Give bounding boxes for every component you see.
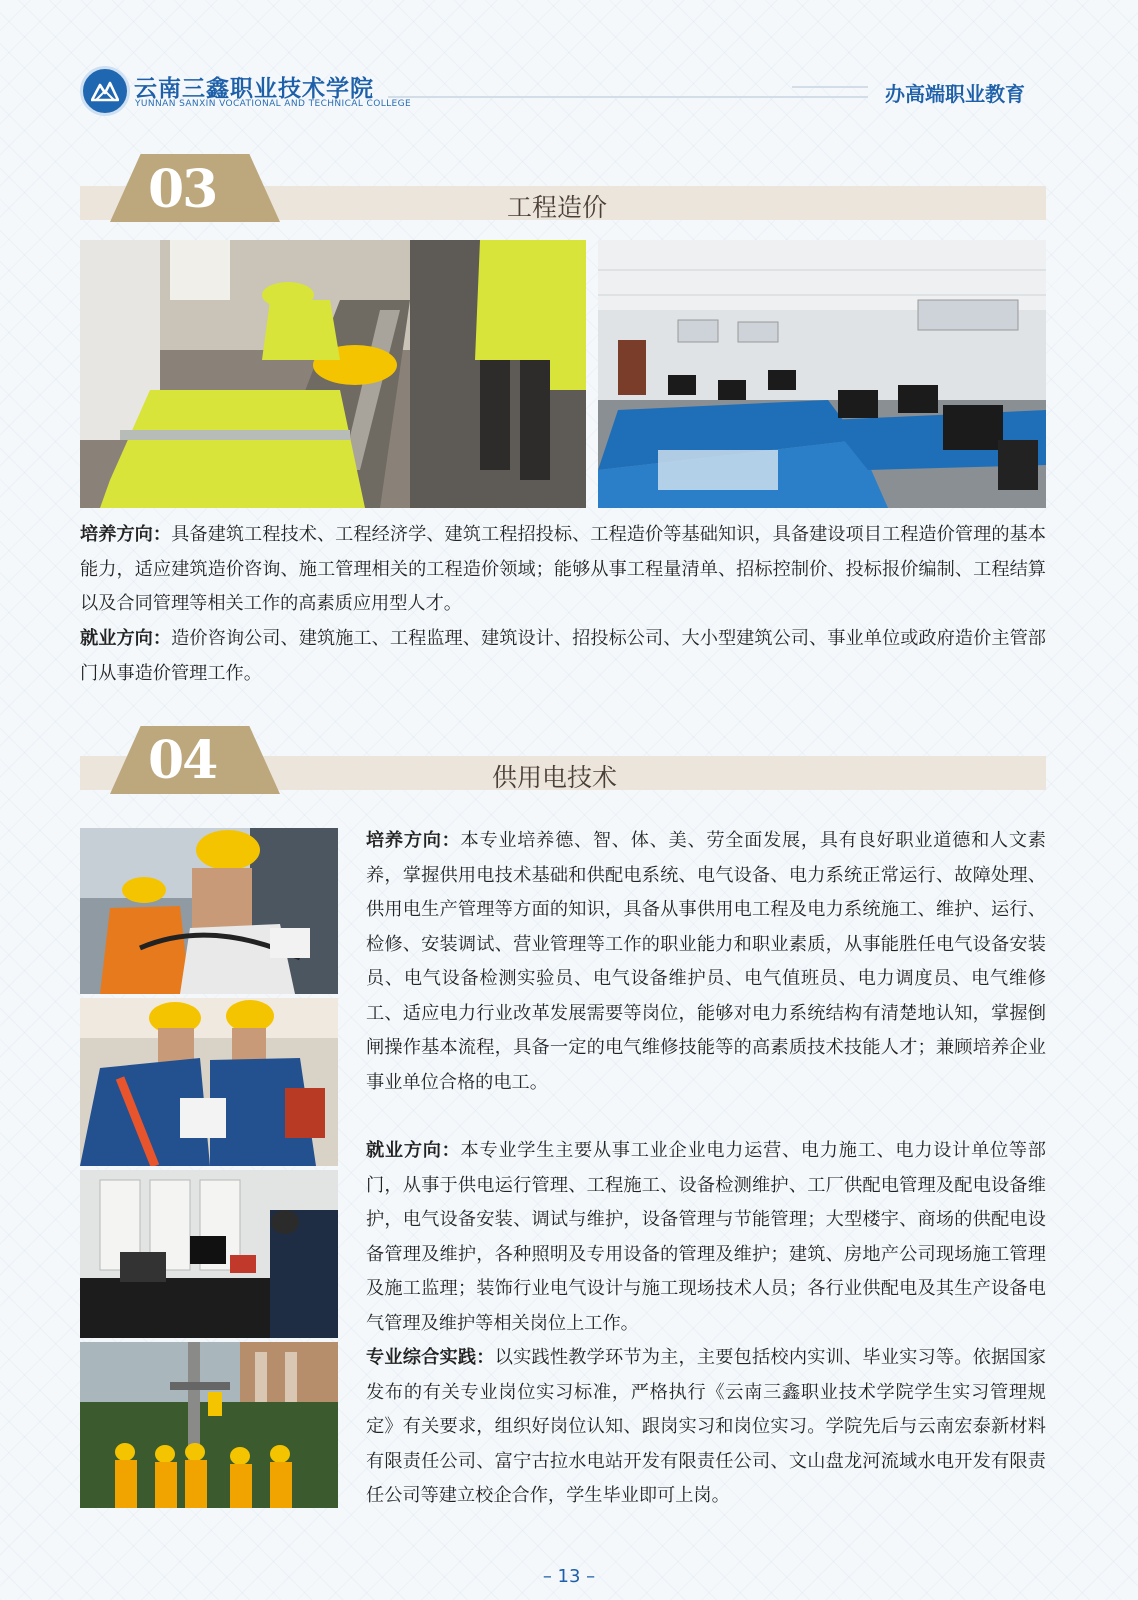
section-title: 工程造价: [507, 193, 608, 222]
paragraph-label: 就业方向：: [80, 628, 172, 649]
header-divider: [388, 96, 868, 98]
section-title: 供用电技术: [492, 763, 618, 792]
paragraph-text: 本专业学生主要从事工业企业电力运营、电力施工、电力设计单位等部门，从事于供电运行管理、工程施工、设备检测维护、工厂供配电管理及配电设备维护，电气设备安装、调试与维护，设备管理与节能管理；大型楼宇、商场的供配电设备管理及维护，各种照明及专用设备的管理及维护；建筑、房地产公司现场施工管理及施工监理；装饰行业电气设计与施工现场技术人员；各行业供配电及其生产设备电气管理及维护等相关岗位上工作。: [366, 1140, 1046, 1334]
photo-workers-inspection: [80, 998, 338, 1166]
college-logo: [80, 66, 130, 116]
paragraph-text: 以实践性教学环节为主，主要包括校内实训、毕业实习等。依据国家发布的有关专业岗位实习标准，严格执行《云南三鑫职业技术学院学生实习管理规定》有关要求，组织好岗位认知、跟岗实习和岗位实习。学院先后与云南宏泰新材料有限责任公司、富宁古拉水电站开发有限责任公司、文山盘龙河流域水电开发有限责任公司等建立校企合作，学生毕业即可上岗。: [366, 1347, 1046, 1506]
section-number: 03: [148, 159, 217, 220]
header-slogan: 办高端职业教育: [885, 82, 1025, 106]
training-direction-paragraph: [80, 518, 1046, 622]
paragraph-label: 专业综合实践：: [366, 1347, 495, 1368]
employment-direction-paragraph: [80, 622, 1046, 691]
paragraph-text: 本专业培养德、智、体、美、劳全面发展，具有良好职业道德和人文素养，掌握供用电技术基础和供配电系统、电气设备、电力系统正常运行、故障处理、供用电生产管理等方面的知识，具备从事供用电工程及电力系统施工、维护、运行、检修、安装调试、营业管理等工作的职业能力和职业素质，从事能胜任电气设备安装员、电气设备检测实验员、电气设备维护员、电气值班员、电力调度员、电气维修工、适应电力行业改革发展需要等岗位，能够对电力系统结构有清楚地认知，掌握倒闸操作基本流程，具备一定的电气维修技能等的高素质技术技能人才；兼顾培养企业事业单位合格的电工。: [366, 830, 1046, 1093]
mountain-logo-icon: [91, 78, 119, 104]
header-divider: [792, 86, 868, 88]
college-name-english: YUNNAN SANXIN VOCATIONAL AND TECHNICAL COLLEGE: [135, 99, 412, 109]
photo-electricians-wiring: [80, 828, 338, 994]
page-number: – 13 –: [542, 1566, 596, 1587]
paragraph-text: 具备建筑工程技术、工程经济学、建筑工程招投标、工程造价等基础知识，具备建设项目工程造价管理的基本能力，适应建筑造价咨询、施工管理相关的工程造价领域；能够从事工程量清单、招标控制价、投标报价编制、工程结算以及合同管理等相关工作的高素质应用型人才。: [80, 524, 1046, 614]
paragraph-label: 培养方向：: [80, 524, 172, 545]
paragraph-text: 造价咨询公司、建筑施工、工程监理、建筑设计、招投标公司、大小型建筑公司、事业单位或政府造价主管部门从事造价管理工作。: [80, 628, 1046, 684]
employment-direction-paragraph: [366, 1134, 1046, 1341]
practice-paragraph: [366, 1341, 1046, 1514]
photo-computer-lab: [598, 240, 1046, 508]
paragraph-label: 培养方向：: [366, 830, 461, 851]
photo-control-room: [80, 1170, 338, 1338]
paragraph-label: 就业方向：: [366, 1140, 461, 1161]
training-direction-paragraph: [366, 824, 1046, 1100]
photo-construction-site: [80, 240, 586, 508]
photo-utility-pole-crew: [80, 1342, 338, 1508]
section-number: 04: [148, 730, 217, 791]
page-header: [0, 0, 1138, 120]
college-name: 云南三鑫职业技术学院: [134, 76, 374, 102]
